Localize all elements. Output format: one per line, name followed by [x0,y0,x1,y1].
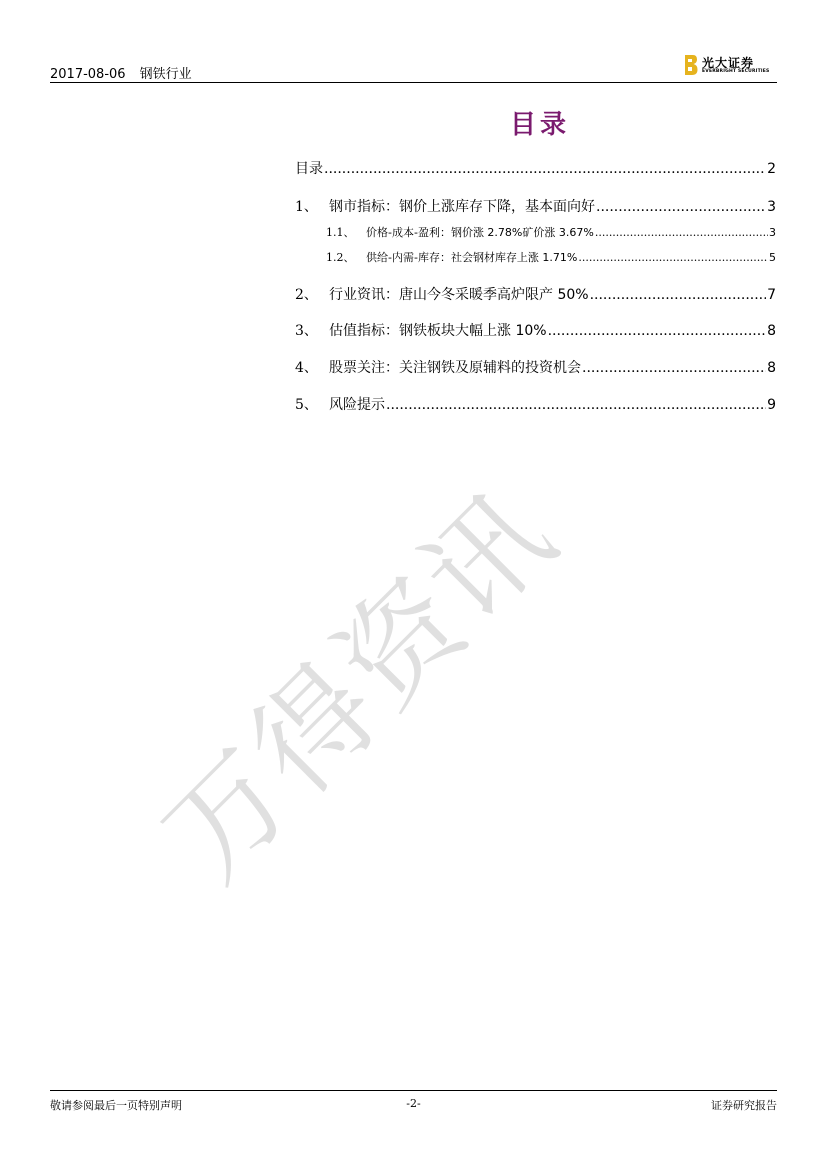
toc-entry-page: 8 [767,360,776,376]
watermark: 万得资讯 [138,463,582,906]
toc-leader [548,323,767,339]
toc-leader [386,397,766,413]
toc-entry-text: 钢市指标：钢价上涨库存下降，基本面向好 [329,199,595,215]
toc-leader [578,251,768,264]
toc-entry-page: 3 [769,226,776,239]
toc-entry-5[interactable] [295,394,776,414]
industry-label: 钢铁行业 [139,67,192,82]
toc-entry-number: 4、 [295,360,318,376]
toc-entry-number: 1.2、 [326,251,355,264]
toc-entry-text: 风险提示 [329,397,385,413]
report-date: 2017-08-06 [50,67,126,82]
toc-entry-text: 估值指标：钢铁板块大幅上涨 10% [329,323,547,339]
toc-entry-text: 股票关注：关注钢铁及原辅料的投资机会 [329,360,581,376]
toc-entry-4[interactable] [295,357,776,377]
toc-entry-text: 行业资讯：唐山今冬采暖季高炉限产 50% [329,287,589,303]
header-divider [50,82,777,83]
footer-disclaimer: 敬请参阅最后一页特别声明 [50,1099,182,1112]
toc-entry-text: 价格-成本-盈利：钢价涨 2.78%矿价涨 3.67% [366,226,594,239]
toc-entry-number: 2、 [295,287,318,303]
toc-entry-2[interactable] [295,284,776,304]
toc-entry-page: 2 [767,161,776,177]
toc-entry-3[interactable] [295,320,776,340]
toc-entry-number: 5、 [295,397,318,413]
toc-entry-page: 3 [767,199,776,215]
page-number: -2- [406,1097,421,1110]
toc-entry-number: 1.1、 [326,226,355,239]
logo-mark-icon [684,54,698,76]
toc-entry-text: 供给-内需-库存：社会钢材库存上涨 1.71% [366,251,578,264]
toc-leader [596,199,766,215]
toc-leader [324,161,766,177]
toc-leader [595,226,768,239]
toc-entry-page: 5 [769,251,776,264]
toc-entry-1[interactable] [295,196,776,216]
toc-entry-number: 3、 [295,323,318,339]
toc-entry-page: 9 [767,397,776,413]
everbright-logo [684,54,779,78]
toc-entry-page: 8 [767,323,776,339]
toc-entry-page: 7 [767,287,776,303]
toc-entry-number: 1、 [295,199,318,215]
toc-entry-1-1[interactable] [295,224,776,240]
footer-divider [50,1090,777,1091]
toc-entry-1-2[interactable] [295,249,776,265]
toc-entry-text: 目录 [295,161,323,177]
toc-leader [582,360,766,376]
logo-text-cn: 光大证券 [702,56,755,70]
logo-text-en: EVERBRIGHT SECURITIES [702,69,770,74]
header-info [50,63,192,82]
toc-leader [590,287,767,303]
toc-entry-contents[interactable] [295,158,776,178]
footer-report-type: 证券研究报告 [711,1099,777,1112]
toc-title: 目录 [509,110,570,140]
